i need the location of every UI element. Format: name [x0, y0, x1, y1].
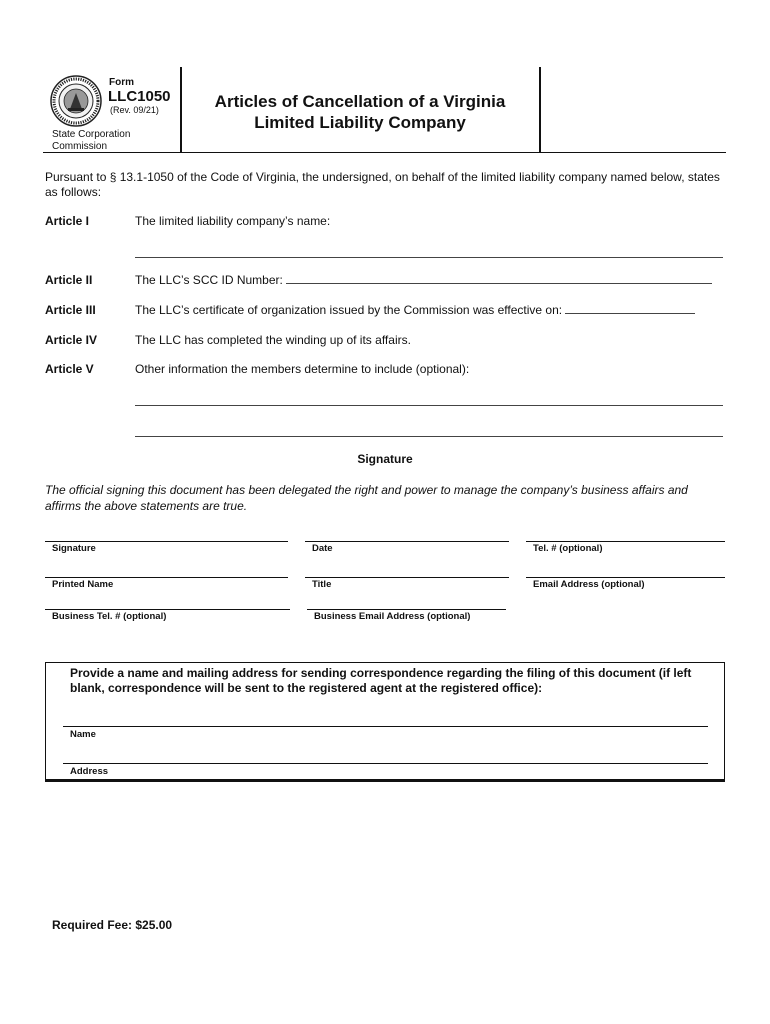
- signature-heading: [0, 452, 770, 466]
- form-number: LLC1050: [108, 88, 171, 105]
- article-2-label: Article II: [45, 273, 93, 287]
- business-tel-field[interactable]: [45, 609, 290, 610]
- title-caption: Title: [312, 579, 332, 590]
- signature-heading-text: Signature: [357, 452, 413, 466]
- printed-name-caption: Printed Name: [52, 579, 114, 590]
- date-field[interactable]: [305, 541, 509, 542]
- article-4-label: Article IV: [45, 333, 98, 347]
- other-info-field-1[interactable]: [135, 405, 723, 406]
- state-seal-icon: [50, 75, 102, 127]
- date-caption: Date: [312, 543, 333, 554]
- signature-statement: The official signing this document has been delegated the right and power to manage the company’s business affairs and affirms the above statements are true.: [45, 483, 688, 513]
- signature-caption: Signature: [52, 543, 96, 554]
- title-field[interactable]: [305, 577, 509, 578]
- effective-date-field[interactable]: [565, 303, 695, 314]
- form-title-line-2: Limited Liability Company: [254, 113, 466, 132]
- correspondence-name-caption: Name: [70, 729, 96, 740]
- header-divider-left: [180, 67, 182, 153]
- article-5-label: Article V: [45, 362, 94, 376]
- llc-name-field[interactable]: [135, 257, 723, 258]
- scc-id-field[interactable]: [286, 273, 712, 284]
- signature-field[interactable]: [45, 541, 288, 542]
- article-3-row: [135, 303, 695, 317]
- printed-name-field[interactable]: [45, 577, 288, 578]
- article-3-label: Article III: [45, 303, 96, 317]
- article-5-text: Other information the members determine to include (optional):: [135, 362, 470, 376]
- correspondence-instructions: Provide a name and mailing address for sending correspondence regarding the filing of this document (if left blank, correspondence will be sent to the registered agent at the registered office):: [70, 666, 692, 695]
- agency-name: State Corporation Commission: [52, 129, 131, 152]
- intro-paragraph: Pursuant to § 13.1-1050 of the Code of Virginia, the undersigned, on behalf of the limited liability company named below, states as follows:: [45, 170, 720, 199]
- article-1-text: The limited liability company’s name:: [135, 214, 331, 228]
- correspondence-address-caption: Address: [70, 766, 109, 777]
- tel-field[interactable]: [526, 541, 725, 542]
- form-revision: (Rev. 09/21): [110, 105, 159, 115]
- form-label: Form: [109, 77, 134, 88]
- required-fee: Required Fee: $25.00: [52, 918, 173, 932]
- correspondence-address-field[interactable]: [63, 763, 708, 764]
- article-2-text: The LLC’s SCC ID Number:: [135, 273, 283, 287]
- article-1-label: Article I: [45, 214, 90, 228]
- other-info-field-2[interactable]: [135, 436, 723, 437]
- tel-caption: Tel. # (optional): [533, 543, 603, 554]
- form-title: [190, 91, 530, 133]
- article-4-text: The LLC has completed the winding up of its affairs.: [135, 333, 411, 347]
- form-title-line-1: Articles of Cancellation of a Virginia: [214, 92, 506, 111]
- business-tel-caption: Business Tel. # (optional): [52, 611, 167, 622]
- correspondence-name-field[interactable]: [63, 726, 708, 727]
- email-caption: Email Address (optional): [533, 579, 645, 590]
- email-field[interactable]: [526, 577, 725, 578]
- header-rule: [43, 152, 726, 153]
- article-2-row: [135, 273, 712, 287]
- article-3-text: The LLC’s certificate of organization issued by the Commission was effective on:: [135, 303, 563, 317]
- business-email-caption: Business Email Address (optional): [314, 611, 471, 622]
- header-divider-right: [539, 67, 541, 153]
- business-email-field[interactable]: [307, 609, 506, 610]
